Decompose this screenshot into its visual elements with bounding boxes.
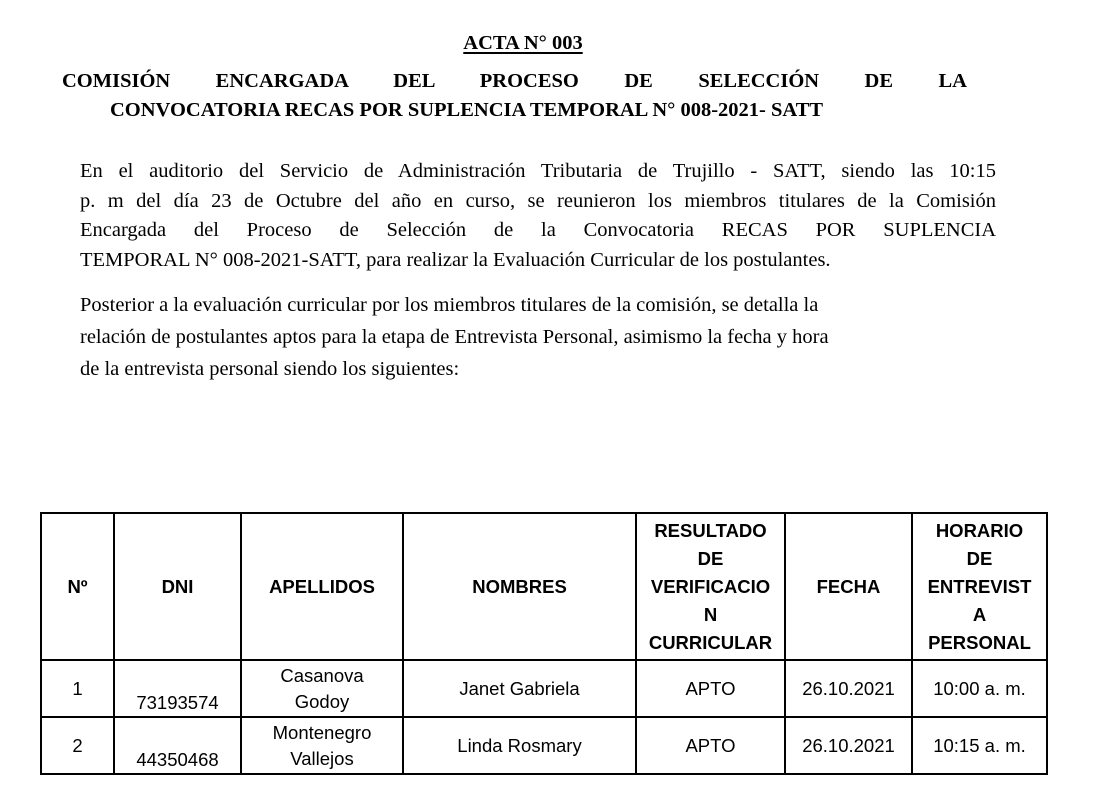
paragraph-1-line-3: Encargada del Proceso de Selección de la Convocatoria RECAS POR SUPLENCIA <box>80 219 996 241</box>
table-row <box>41 660 1047 717</box>
cell-apellidos: Montenegro Vallejos <box>241 717 403 774</box>
paragraph-2-line-2: relación de postulantes aptos para la etapa de Entrevista Personal, asimismo la fecha y hora <box>80 326 829 348</box>
cell-dni: 73193574 <box>114 660 241 717</box>
header-fecha: FECHA <box>785 513 912 660</box>
paragraph-2-line-3: de la entrevista personal siendo los siguientes: <box>80 358 460 380</box>
paragraph-1-line-2: p. m del día 23 de Octubre del año en curso, se reunieron los miembros titulares de la Comisión <box>80 190 996 212</box>
cell-fecha: 26.10.2021 <box>785 660 912 717</box>
paragraph-1-line-4: TEMPORAL N° 008-2021-SATT, para realizar la Evaluación Curricular de los postulantes. <box>80 249 831 271</box>
cell-apellidos: Casanova Godoy <box>241 660 403 717</box>
cell-fecha: 26.10.2021 <box>785 717 912 774</box>
cell-horario: 10:00 a. m. <box>912 660 1047 717</box>
header-dni: DNI <box>114 513 241 660</box>
cell-no: 1 <box>41 660 114 717</box>
cell-resultado: APTO <box>636 660 785 717</box>
header-apellidos: APELLIDOS <box>241 513 403 660</box>
table-header-row <box>41 513 1047 660</box>
cell-nombres: Linda Rosmary <box>403 717 636 774</box>
applicants-table <box>40 512 1048 775</box>
commission-heading-line-1: COMISIÓN ENCARGADA DEL PROCESO DE SELECCIÓN DE LA <box>62 70 967 92</box>
document-title: ACTA N° 003 <box>463 32 583 54</box>
cell-nombres: Janet Gabriela <box>403 660 636 717</box>
table-row <box>41 717 1047 774</box>
commission-heading-line-2: CONVOCATORIA RECAS POR SUPLENCIA TEMPORAL N° 008-2021- SATT <box>110 99 824 121</box>
header-horario: HORARIO DE ENTREVIST A PERSONAL <box>912 513 1047 660</box>
paragraph-2-line-1: Posterior a la evaluación curricular por los miembros titulares de la comisión, se detalla la <box>80 294 819 316</box>
header-resultado: RESULTADO DE VERIFICACIO N CURRICULAR <box>636 513 785 660</box>
cell-dni: 44350468 <box>114 717 241 774</box>
cell-horario: 10:15 a. m. <box>912 717 1047 774</box>
header-nombres: NOMBRES <box>403 513 636 660</box>
paragraph-1-line-1: En el auditorio del Servicio de Administración Tributaria de Trujillo - SATT, siendo las 10:15 <box>80 160 996 182</box>
cell-no: 2 <box>41 717 114 774</box>
header-no: Nº <box>41 513 114 660</box>
cell-resultado: APTO <box>636 717 785 774</box>
